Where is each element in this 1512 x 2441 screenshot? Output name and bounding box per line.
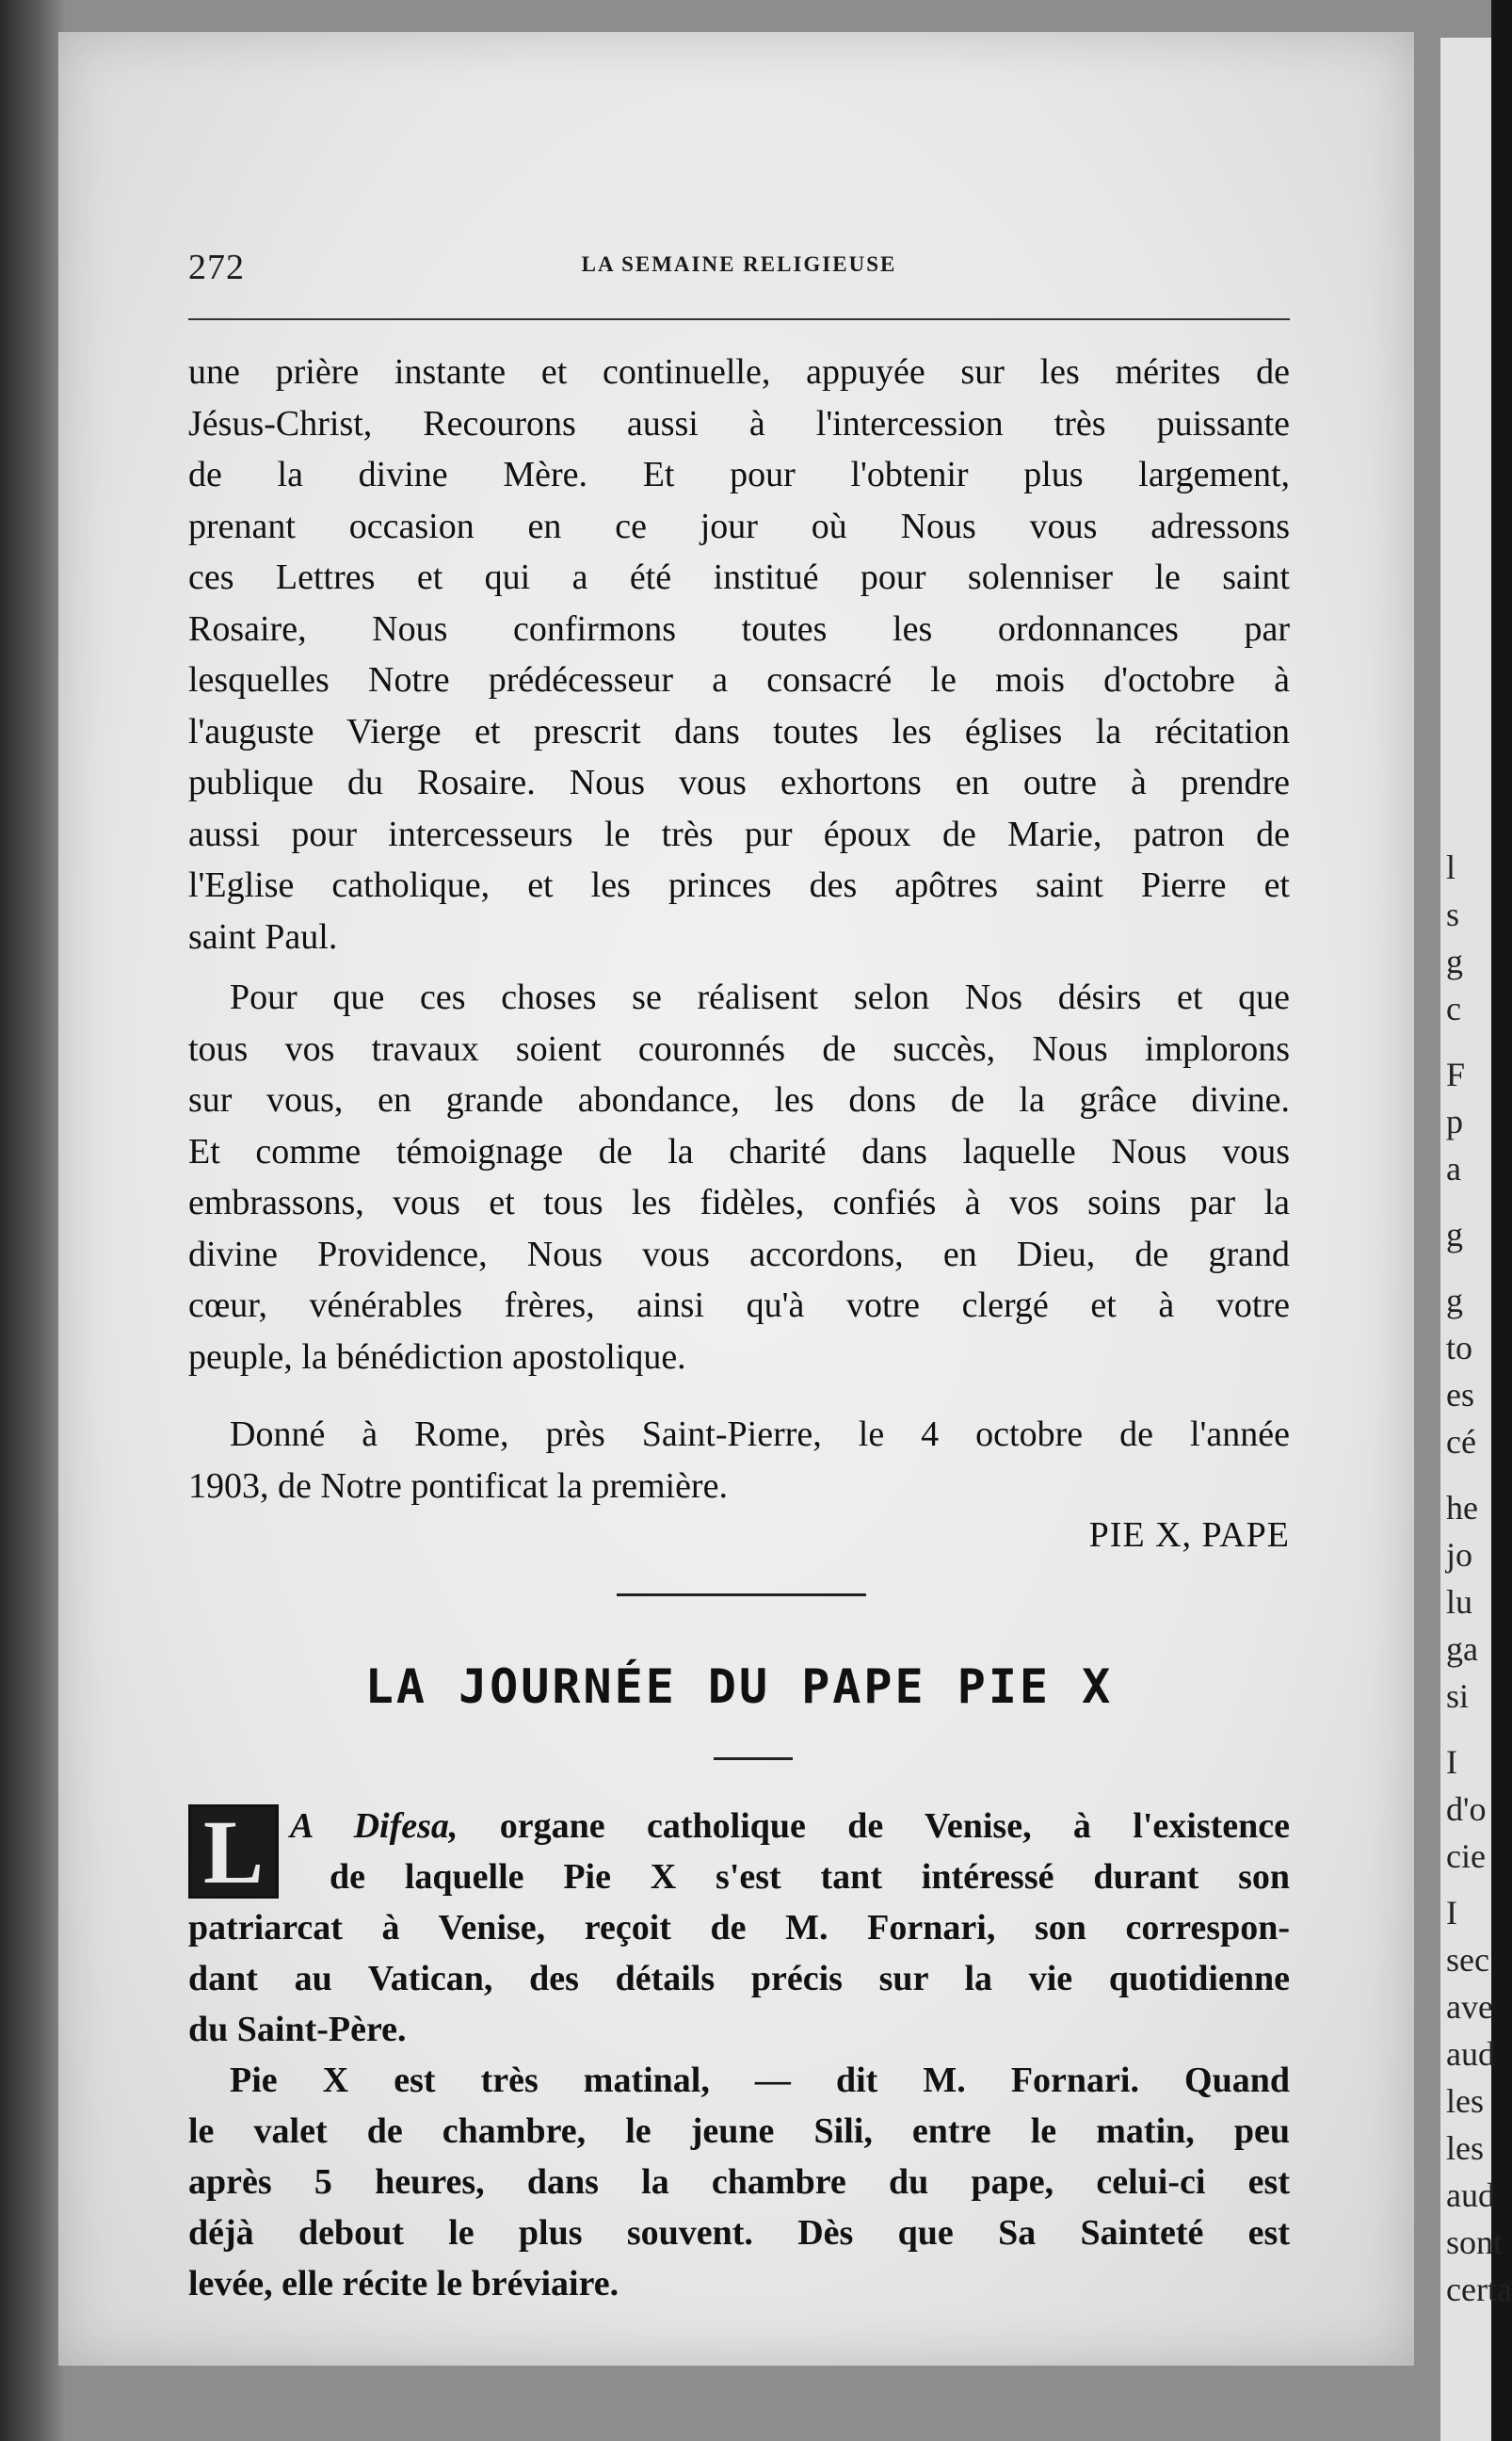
- paragraph-3: [188, 1409, 1290, 1511]
- text-line: aussi pour intercesseurs le très pur époux de Marie, patron de: [188, 814, 1290, 854]
- title-rule: [714, 1757, 793, 1760]
- text-line: après 5 heures, dans la chambre du pape, celui-ci est: [188, 2162, 1290, 2202]
- text-line: embrassons, vous et tous les fidèles, confiés à vos soins par la: [188, 1183, 1290, 1222]
- text-line: Donné à Rome, près Saint-Pierre, le 4 octobre de l'année: [230, 1414, 1290, 1454]
- drop-cap: L: [188, 1804, 279, 1899]
- adjacent-page-fragment: d'o: [1446, 1790, 1487, 1828]
- section-title: LA JOURNÉE DU PAPE PIE X: [364, 1659, 1114, 1714]
- text-line: sur vous, en grande abondance, les dons de la grâce divine.: [188, 1080, 1290, 1120]
- adjacent-page-fragment: a: [1446, 1150, 1461, 1188]
- text-line: lesquelles Notre prédécesseur a consacré le mois d'octobre à: [188, 660, 1290, 700]
- adjacent-page-fragment: certa: [1446, 2271, 1512, 2308]
- text-line: ces Lettres et qui a été institué pour solenniser le saint: [188, 558, 1290, 597]
- text-line: levée, elle récite le bréviaire.: [188, 2264, 619, 2304]
- text-line: Rosaire, Nous confirmons toutes les ordonnances par: [188, 608, 1290, 649]
- text-line: 1903, de Notre pontificat la première.: [188, 1465, 728, 1506]
- text-line: publique du Rosaire. Nous vous exhortons en outre à prendre: [188, 763, 1290, 802]
- adjacent-page-fragment: I: [1446, 1743, 1457, 1781]
- text-line: une prière instante et continuelle, appuyée sur les mérites de: [188, 352, 1290, 392]
- adjacent-page-fragment: sont: [1446, 2223, 1504, 2261]
- running-title: LA SEMAINE RELIGIEUSE: [581, 252, 897, 276]
- adjacent-page-fragment: g: [1446, 1282, 1463, 1319]
- text-line: Jésus-Christ, Recourons aussi à l'intercession très puissante: [188, 403, 1290, 444]
- adjacent-page-fragment: ave: [1446, 1988, 1493, 2026]
- adjacent-page-fragment: ga: [1446, 1630, 1478, 1668]
- adjacent-page-fragment: si: [1446, 1677, 1470, 1715]
- publication-name: A Difesa,: [290, 1806, 458, 1846]
- adjacent-page-fragment: les: [1446, 2129, 1484, 2167]
- text-line: l'Eglise catholique, et les princes des apôtres saint Pierre et: [188, 865, 1290, 905]
- adjacent-page-fragment: sec: [1446, 1941, 1489, 1979]
- article-continuation: [188, 1902, 1290, 2055]
- text-line: l'auguste Vierge et prescrit dans toutes les églises la récitation: [188, 711, 1290, 752]
- adjacent-page-fragment: jo: [1446, 1536, 1473, 1574]
- text-line: cœur, vénérables frères, ainsi qu'à votre clergé et à votre: [188, 1285, 1290, 1325]
- adjacent-page-fragment: s: [1446, 896, 1460, 933]
- text-line: Pie X est très matinal, — dit M. Fornari. Quand: [230, 2061, 1290, 2100]
- article-paragraph-2: [188, 2055, 1290, 2309]
- adjacent-page-fragment: c: [1446, 990, 1461, 1027]
- adjacent-page-fragment: g: [1446, 1216, 1463, 1253]
- text-line: tous vos travaux soient couronnés de succès, Nous implorons: [188, 1028, 1290, 1069]
- adjacent-page-fragment: aud: [1446, 2176, 1495, 2214]
- adjacent-page-fragment: les: [1446, 2082, 1484, 2120]
- adjacent-page-fragment: aud: [1446, 2035, 1495, 2073]
- article-body: [188, 1801, 1290, 2309]
- paragraph-2: [188, 972, 1290, 1382]
- adjacent-page-fragment: es: [1446, 1376, 1474, 1414]
- adjacent-page-fragment: g: [1446, 943, 1463, 980]
- adjacent-page-fragment: F: [1446, 1056, 1466, 1093]
- adjacent-page-fragment: he: [1446, 1489, 1478, 1527]
- text-line: de la divine Mère. Et pour l'obtenir plus largement,: [188, 455, 1290, 494]
- text-line: peuple, la bénédiction apostolique.: [188, 1336, 686, 1377]
- signature: PIE X, PAPE: [1088, 1515, 1290, 1555]
- text-line: divine Providence, Nous vous accordons, en Dieu, de grand: [188, 1234, 1290, 1274]
- adjacent-page-fragment: lu: [1446, 1583, 1473, 1621]
- adjacent-page-fragment: p: [1446, 1103, 1463, 1140]
- header-rule: [188, 318, 1290, 320]
- page-number: 272: [188, 248, 245, 287]
- adjacent-page-fragment: to: [1446, 1329, 1473, 1366]
- page-header: [188, 247, 1290, 294]
- adjacent-page-fragment: l: [1446, 849, 1456, 886]
- adjacent-page-edge: [1440, 38, 1512, 2441]
- article-opening: [188, 1801, 1290, 1902]
- text-line: déjà debout le plus souvent. Dès que Sa Sainteté est: [188, 2213, 1290, 2253]
- text-line: du Saint-Père.: [188, 2010, 407, 2049]
- text-line: Et comme témoignage de la charité dans laquelle Nous vous: [188, 1131, 1290, 1172]
- article-line: A Difesa, organe catholique de Venise, à l'existence: [290, 1806, 1291, 1846]
- text-line: saint Paul.: [188, 916, 338, 957]
- text-line: patriarcat à Venise, reçoit de M. Fornari, son correspon-: [188, 1908, 1290, 1948]
- adjacent-page-fragment: I: [1446, 1894, 1457, 1932]
- article-line: de laquelle Pie X s'est tant intéressé durant son: [330, 1857, 1290, 1897]
- text-line: le valet de chambre, le jeune Sili, entre le matin, peu: [188, 2111, 1290, 2151]
- adjacent-page-fragment: cie: [1446, 1837, 1486, 1875]
- text-line: prenant occasion en ce jour où Nous vous adressons: [188, 506, 1290, 546]
- section-separator: [617, 1593, 866, 1596]
- text-line: Pour que ces choses se réalisent selon Nos désirs et que: [230, 978, 1290, 1017]
- adjacent-page-fragment: cé: [1446, 1423, 1476, 1461]
- text-line: dant au Vatican, des détails précis sur la vie quotidienne: [188, 1959, 1290, 1998]
- paragraph-1: [188, 347, 1290, 962]
